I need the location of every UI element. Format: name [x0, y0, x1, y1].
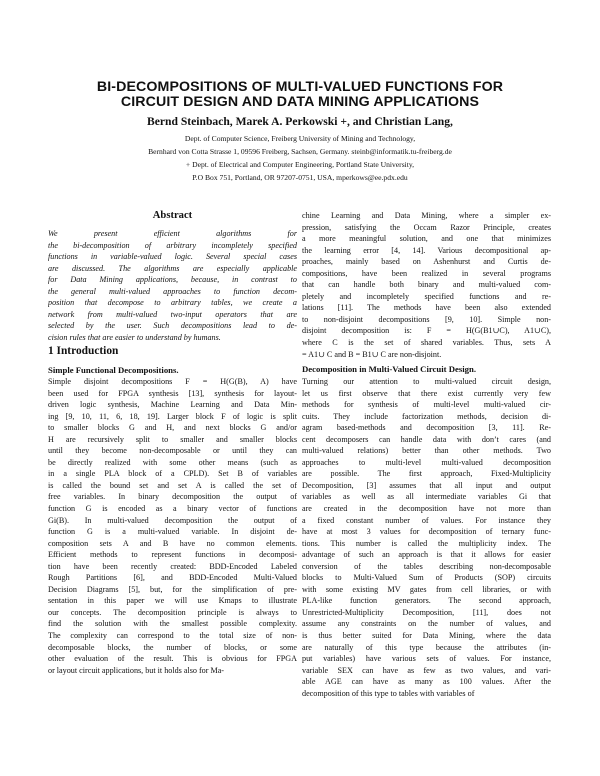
- text-line: the learning error [4, 14]. Various decompositional ap-: [302, 245, 551, 255]
- subheading-mv-circuit-design: Decomposition in Multi-Valued Circuit Design.: [302, 364, 476, 374]
- text-line: decomposition of this type to tables with variables of: [302, 688, 475, 698]
- text-line: that can handle both binary and multi-valued com-: [302, 280, 551, 290]
- text-line: PLA-like function generators. The second approach,: [302, 596, 551, 606]
- text-line: until they become non-decomposable or until they can: [48, 446, 297, 456]
- abstract-heading: Abstract: [152, 210, 193, 221]
- text-line: cuits. They include factorization methods, decision di-: [302, 411, 551, 421]
- text-line: proaches, mainly based on Ashenhurst and Curtis de-: [302, 257, 551, 267]
- text-line: approaches to multi-level multi-valued decomposition: [302, 457, 551, 467]
- text-line: to non-disjoint decompositions [9, 10]. Simple non-: [302, 314, 551, 324]
- text-line: pression, satisfying the Occam Razor Principle, creates: [302, 222, 551, 232]
- text-line: a fixed constant number of values. For instance they: [302, 515, 551, 525]
- text-line: = A1∪ C and B = B1∪ C are non-disjoint.: [302, 349, 442, 359]
- text-line: The complexity can correspond to the total size of non-: [48, 631, 297, 641]
- text-line: methods for synthesis of multi-level multi-valued cir-: [302, 400, 551, 410]
- text-line: put variables) have various sets of values. For instance,: [302, 654, 551, 664]
- text-line: or layout circuit applications, but it holds also for Ma-: [48, 665, 225, 675]
- text-line: lations [11]. The methods have been also extended: [302, 303, 551, 313]
- text-line: the general multi-valued approaches to function decom-: [48, 286, 297, 296]
- text-line: is called the bound set and set A is called the set of: [48, 480, 297, 490]
- text-line: advantage of such an approach is that it allows for easier: [302, 550, 551, 560]
- text-line: cision rules that are easier to understand by humans.: [48, 332, 221, 342]
- text-line: compositions, have been realized in several programs: [302, 268, 551, 278]
- text-line: tions. This number is called the multiplicity index. The: [302, 538, 551, 548]
- left-column-body: [48, 376, 297, 676]
- text-line: with some existing MV gates from cell libraries, or with: [302, 584, 551, 594]
- affiliation-line-1: Dept. of Computer Science, Freiberg University of Mining and Technology,: [184, 134, 416, 143]
- text-line: free variables. In binary decomposition the output of: [48, 492, 297, 502]
- text-line: function G is encoded as a binary vector of functions: [48, 504, 297, 514]
- text-line: decomposable blocks, the number of blocks, or some: [48, 642, 297, 652]
- text-line: be directly realized with some other means (such as: [48, 457, 297, 467]
- text-line: able AGE can have as many as 100 values. After the: [302, 677, 551, 687]
- text-line: in a single PLA block of a CPLD). Set B of variables: [48, 469, 297, 479]
- text-line: conversion of the tables describing non-decomposable: [302, 561, 551, 571]
- affiliation-line-3: + Dept. of Electrical and Computer Engineering, Portland State University,: [185, 160, 415, 169]
- text-line: chine Learning and Data Mining, where a simpler ex-: [302, 211, 551, 220]
- title-line-1: BI-DECOMPOSITIONS OF MULTI-VALUED FUNCTIONS FOR: [96, 79, 504, 95]
- title-line-2: CIRCUIT DESIGN AND DATA MINING APPLICATIONS: [120, 94, 480, 110]
- text-line: multi-valued relations) better than other methods. Two: [302, 446, 551, 456]
- text-line: are naturally of this type because the attributes (in-: [302, 642, 551, 652]
- text-line: find the solution with the smallest possible complexity.: [48, 619, 297, 629]
- text-line: We present efficient algorithms for: [48, 229, 297, 238]
- text-line: assume any constraints on the number of values, and: [302, 619, 551, 629]
- text-line: position that decompose to arbitrary tables, we create a: [48, 298, 297, 308]
- text-line: are possible. The first approach, Fixed-Multiplicity: [302, 469, 551, 479]
- text-line: Efficient methods to represent functions in decomposi-: [48, 550, 297, 560]
- text-line: pletely and incompletely specified functions and re-: [302, 291, 551, 301]
- text-line: blocks to Multi-Valued Sum of Products (SOP) circuits: [302, 573, 551, 583]
- text-line: are created in the decomposition have not more than: [302, 504, 551, 514]
- text-line: agram based-methods and decomposition [3, 11]. Re-: [302, 423, 551, 433]
- text-line: function G is a multi-valued variable. In disjoint de-: [48, 527, 297, 537]
- text-line: network from multi-valued two-input operators that are: [48, 309, 297, 319]
- text-line: disjoint decomposition is: F = H(G(B1∪C), A1∪C),: [302, 326, 551, 336]
- text-line: Rough Partitions [6], and BDD-Encoded Multi-Valued: [48, 573, 297, 583]
- text-line: driven logic synthesis, Machine Learning and Data Min-: [48, 400, 297, 410]
- text-line: sentation in this paper we will use Kmaps to illustrate: [48, 596, 297, 606]
- paper-title: [40, 80, 560, 110]
- text-line: Decomposition, [3] assumes that all input and output: [302, 480, 551, 490]
- text-line: a more meaningful solution, and one that minimizes: [302, 234, 551, 244]
- text-line: for Data Mining applications, because, in contrast to: [48, 275, 297, 285]
- text-line: cent decomposers can handle data with don’t cares (and: [302, 434, 551, 444]
- text-line: the bi-decomposition of arbitrary incompletely specified: [48, 240, 297, 250]
- abstract-body: [48, 228, 297, 343]
- text-line: Gi(B). In multi-valued decomposition the output of: [48, 515, 297, 525]
- text-line: our concepts. The decomposition principle is always to: [48, 607, 297, 617]
- text-line: where C is the set of shared variables. Thus, sets A: [302, 338, 551, 348]
- text-line: ing [9, 10, 11, 6, 18, 19]. Larger block F of logic is split: [48, 411, 297, 421]
- text-line: composition sets A and B have no common elements.: [48, 538, 297, 548]
- text-line: Turning our attention to multi-valued circuit design,: [302, 377, 551, 386]
- text-line: is thus better suited for Data Mining, where the data: [302, 631, 551, 641]
- text-line: Unrestricted-Multiplicity Decomposition, [11], does not: [302, 607, 551, 617]
- text-line: selected by the user. Such decompositions lead to de-: [48, 321, 297, 331]
- text-line: to smaller blocks G and H, and next blocks G and/or: [48, 423, 297, 433]
- text-line: let us first observe that there exist currently very few: [302, 388, 551, 398]
- text-line: tion have been recently created: BDD-Encoded Labeled: [48, 561, 297, 571]
- section-heading-introduction: 1 Introduction: [48, 345, 119, 357]
- text-line: functions in variable-valued logic. Several special cases: [48, 252, 297, 262]
- text-line: Decision Diagrams [5], but, for the simplification of pre-: [48, 584, 297, 594]
- text-line: variable SEX can have as few as two values, and vari-: [302, 665, 551, 675]
- text-line: other evaluation of the result. This is obvious for FPGA: [48, 654, 297, 664]
- affiliation-line-4: P.O Box 751, Portland, OR 97207-0751, USA, mperkows@ee.pdx.edu: [192, 173, 408, 182]
- text-line: have at most 3 values for decomposition of ternary func-: [302, 527, 551, 537]
- affiliation-line-2: Bernhard von Cotta Strasse 1, 09596 Freiberg, Sachsen, Germany. steinb@informatik.tu-freiberg.de: [148, 147, 452, 156]
- right-column-body-bottom: [302, 376, 551, 699]
- text-line: been used for FPGA synthesis [13], synthesis for layout-: [48, 388, 297, 398]
- right-column-body-top: [302, 210, 551, 360]
- text-line: are discussed. The algorithms are especially applicable: [48, 263, 297, 273]
- text-line: H are recursively split to smaller and smaller blocks: [48, 434, 297, 444]
- subheading-simple-functional-decompositions: Simple Functional Decompositions.: [48, 365, 179, 375]
- text-line: Simple disjoint decompositions F = H(G(B), A) have: [48, 377, 297, 386]
- author-list: Bernd Steinbach, Marek A. Perkowski +, and Christian Lang,: [147, 115, 453, 128]
- text-line: variables as well as all intermediate variables Gi that: [302, 492, 551, 502]
